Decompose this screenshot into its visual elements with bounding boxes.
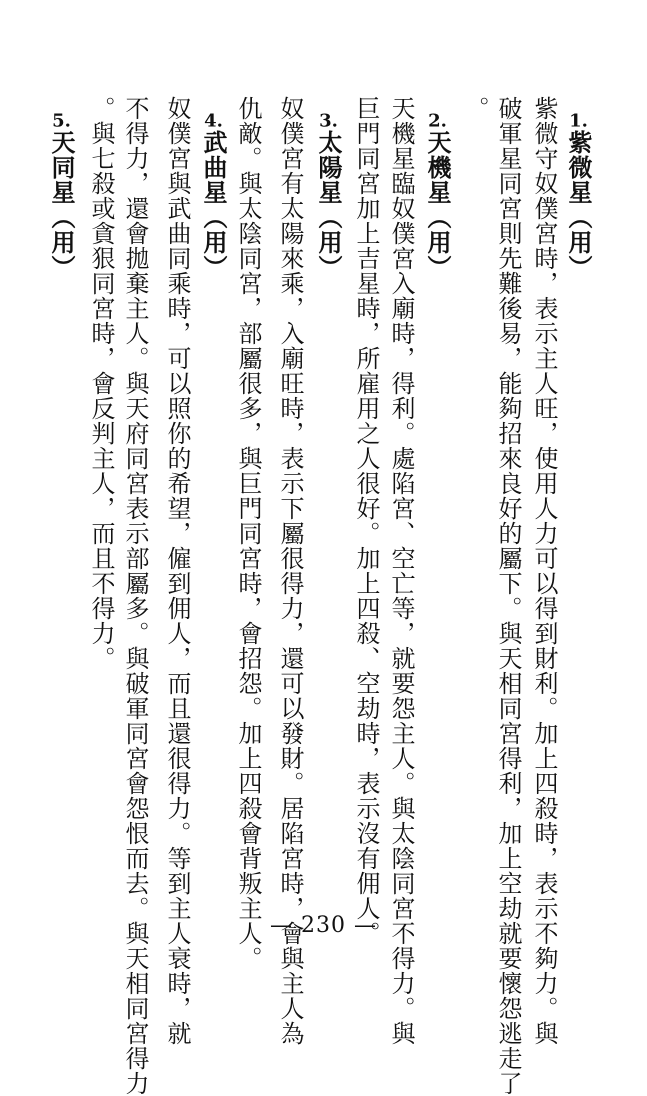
heading-number: 5. <box>52 112 71 130</box>
text-column: 巨門同宮加上吉星時，所雇用之人很好。加上四殺、空劫時，表示沒有佣人。 <box>352 96 380 946</box>
heading-number: 3. <box>319 112 338 130</box>
text-column: 奴僕宮與武曲同乘時，可以照你的希望，僱到佣人，而且還很得力。等到主人衰時，就 <box>163 96 191 1046</box>
text-column: 仇敵。與太陰同宮，部屬很多，與巨門同宮時，會招怨。加上四殺會背叛主人。 <box>234 96 262 971</box>
heading-wuqu-star <box>196 112 230 902</box>
heading-ziwei-star <box>561 112 595 902</box>
heading-text: 天機星（用） <box>423 130 452 280</box>
page-number: — 230 — <box>270 913 377 938</box>
heading-text: 太陽星（用） <box>314 130 343 280</box>
text-column: 奴僕宮有太陽來乘，入廟旺時，表示下屬很得力，還可以發財。居陷宮時，會與主人為 <box>276 96 304 1046</box>
text-column: 破軍星同宮則先難後易，能夠招來良好的屬下。與天相同宮得利，加上空劫就要懷怨逃走了 <box>494 96 522 1096</box>
text-column: 不得力，還會拋棄主人。與天府同宮表示部屬多。與破軍同宮會怨恨而去。與天相同宮得力 <box>121 96 149 1096</box>
heading-tianji-star <box>420 112 454 902</box>
heading-number: 1. <box>569 112 588 130</box>
text-column: 紫微守奴僕宮時，表示主人旺，使用人力可以得到財利。加上四殺時，表示不夠力。與 <box>530 96 558 1046</box>
text-column: 。 <box>461 96 489 121</box>
heading-number: 2. <box>428 112 447 130</box>
heading-text: 武曲星（用） <box>199 130 228 280</box>
heading-tiantong-star <box>44 112 78 902</box>
heading-taiyang-star <box>311 112 345 902</box>
heading-number: 4. <box>204 112 223 130</box>
heading-text: 天同星（用） <box>47 130 76 280</box>
text-column: 天機星臨奴僕宮入廟時，得利。處陷宮、空亡等，就要怨主人。與太陰同宮不得力。與 <box>387 96 415 1046</box>
heading-text: 紫微星（用） <box>564 130 593 280</box>
text-column: 。與七殺或貪狠同宮時，會反判主人，而且不得力。 <box>87 96 115 671</box>
